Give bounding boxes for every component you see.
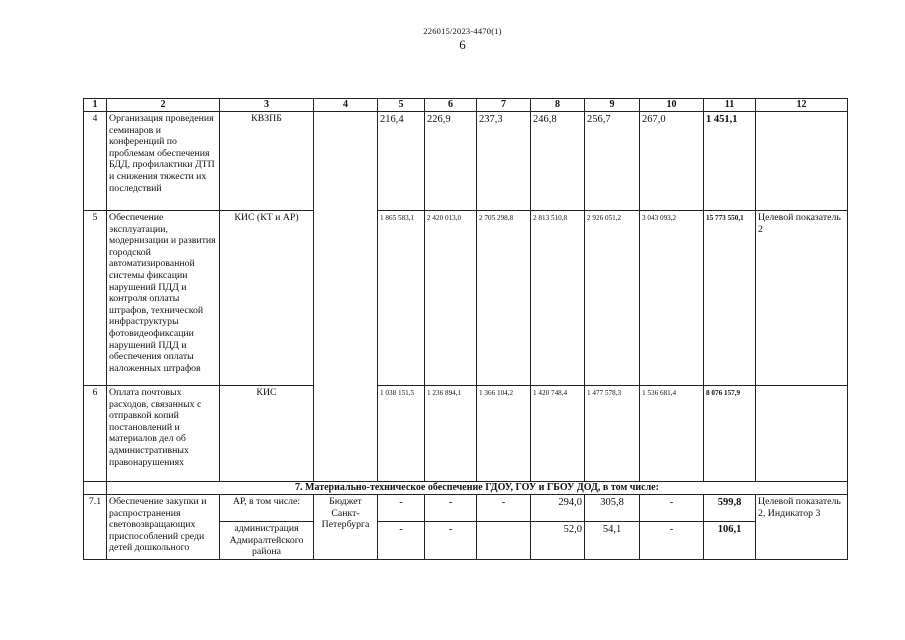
value-cell: 216,4 bbox=[378, 112, 425, 211]
note-cell bbox=[756, 112, 848, 211]
value-cell: - bbox=[640, 495, 704, 522]
header-cell: 7 bbox=[477, 99, 531, 112]
header-cell: 3 bbox=[220, 99, 314, 112]
value-cell: 2 813 510,8 bbox=[531, 211, 585, 386]
funding-source: Бюджет Санкт-Петербурга bbox=[314, 495, 378, 560]
value-cell: 2 705 298,8 bbox=[477, 211, 531, 386]
value-cell: 267,0 bbox=[640, 112, 704, 211]
document-number: 226015/2023-4470(1) bbox=[423, 26, 502, 36]
header-cell: 8 bbox=[531, 99, 585, 112]
row-number: 7.1 bbox=[84, 495, 107, 560]
value-cell: 294,0 bbox=[531, 495, 585, 522]
value-cell bbox=[477, 522, 531, 560]
value-cell: - bbox=[425, 495, 477, 522]
value-cell: 1 366 104,2 bbox=[477, 386, 531, 482]
measure-name: Обеспечение эксплуатации, модернизации и развития городской автоматизированной системы фиксации нарушений ПДД и контроля оплаты штрафов, технической инфраструктуры фотовидеофиксации нарушений ПДД и обеспечения оплаты наложенных штрафов bbox=[107, 211, 220, 386]
funding-source bbox=[314, 112, 378, 482]
table-row bbox=[84, 495, 848, 522]
section-row bbox=[84, 482, 848, 495]
value-cell: 1 477 578,3 bbox=[585, 386, 640, 482]
total-cell: 15 773 550,1 bbox=[704, 211, 756, 386]
page-number: 6 bbox=[459, 37, 466, 52]
measure-name: Оплата почтовых расходов, связанных с отправкой копий постановлений и материалов дел об административных правонарушениях bbox=[107, 386, 220, 482]
row-number: 4 bbox=[84, 112, 107, 211]
value-cell: 2 926 051,2 bbox=[585, 211, 640, 386]
table-row bbox=[84, 211, 848, 386]
header-cell: 2 bbox=[107, 99, 220, 112]
value-cell: 1 420 748,4 bbox=[531, 386, 585, 482]
header-cell: 9 bbox=[585, 99, 640, 112]
total-cell: 106,1 bbox=[704, 522, 756, 560]
value-cell: 237,3 bbox=[477, 112, 531, 211]
executor: КИС (КТ и АР) bbox=[220, 211, 314, 386]
row-number: 6 bbox=[84, 386, 107, 482]
value-cell: - bbox=[477, 495, 531, 522]
table-row bbox=[84, 112, 848, 211]
section-title: 7. Материально-техническое обеспечение ГДОУ, ГОУ и ГБОУ ДОД, в том числе: bbox=[107, 482, 848, 495]
executor: администрация Адмиралтейского района bbox=[220, 522, 314, 560]
header-cell: 4 bbox=[314, 99, 378, 112]
value-cell: 305,8 bbox=[585, 495, 640, 522]
header-cell: 5 bbox=[378, 99, 425, 112]
value-cell: 226,9 bbox=[425, 112, 477, 211]
table-header-row bbox=[84, 99, 848, 112]
page-header bbox=[0, 26, 905, 52]
total-cell: 599,8 bbox=[704, 495, 756, 522]
executor: КВЗПБ bbox=[220, 112, 314, 211]
value-cell: - bbox=[378, 495, 425, 522]
header-cell: 11 bbox=[704, 99, 756, 112]
value-cell: 256,7 bbox=[585, 112, 640, 211]
header-cell: 10 bbox=[640, 99, 704, 112]
row-number: 5 bbox=[84, 211, 107, 386]
table-row bbox=[84, 386, 848, 482]
header-cell: 12 bbox=[756, 99, 848, 112]
value-cell: 54,1 bbox=[585, 522, 640, 560]
value-cell: 1 236 894,1 bbox=[425, 386, 477, 482]
program-table bbox=[83, 98, 848, 560]
header-cell: 6 bbox=[425, 99, 477, 112]
section-number-cell bbox=[84, 482, 107, 495]
value-cell: 2 420 013,0 bbox=[425, 211, 477, 386]
value-cell: - bbox=[425, 522, 477, 560]
executor: АР, в том числе: bbox=[220, 495, 314, 522]
value-cell: 3 043 093,2 bbox=[640, 211, 704, 386]
note-cell: Целевой показатель 2, Индикатор 3 bbox=[756, 495, 848, 560]
value-cell: 52,0 bbox=[531, 522, 585, 560]
measure-name: Обеспечение закупки и распространения световозвращающих приспособлений среди детей дошкольного bbox=[107, 495, 220, 560]
executor: КИС bbox=[220, 386, 314, 482]
value-cell: 246,8 bbox=[531, 112, 585, 211]
value-cell: - bbox=[640, 522, 704, 560]
value-cell: 1 865 583,1 bbox=[378, 211, 425, 386]
total-cell: 8 076 157,9 bbox=[704, 386, 756, 482]
note-cell: Целевой показатель 2 bbox=[756, 211, 848, 386]
note-cell bbox=[756, 386, 848, 482]
value-cell: - bbox=[378, 522, 425, 560]
measure-name: Организация проведения семинаров и конференций по проблемам обеспечения БДД, профилактики ДТП и снижения тяжести их последствий bbox=[107, 112, 220, 211]
total-cell: 1 451,1 bbox=[704, 112, 756, 211]
header-cell: 1 bbox=[84, 99, 107, 112]
value-cell: 1 038 151,5 bbox=[378, 386, 425, 482]
value-cell: 1 536 681,4 bbox=[640, 386, 704, 482]
